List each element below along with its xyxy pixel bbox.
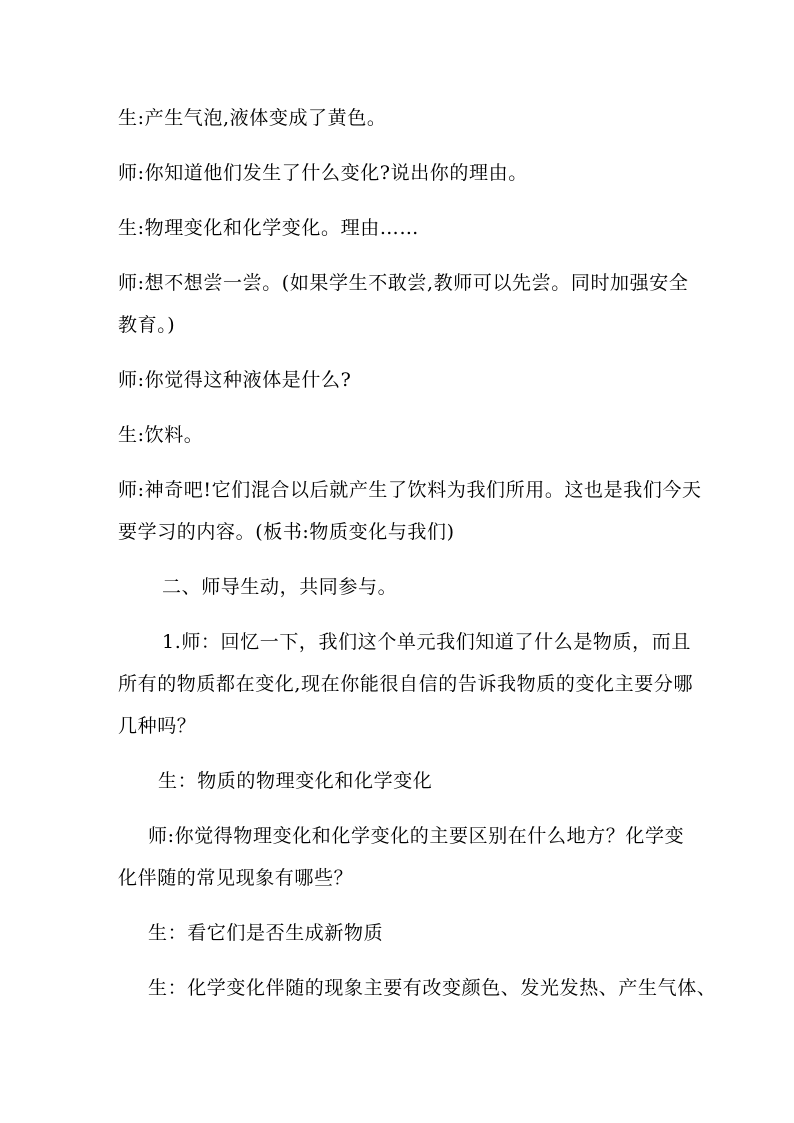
dialogue-line-4: 师:想不想尝一尝。(如果学生不敢尝,教师可以先尝。同时加强安全 (118, 272, 689, 294)
dialogue-line-9: 生：物质的物理变化和化学变化 (158, 770, 433, 792)
dialogue-line-2: 师:你知道他们发生了什么变化?说出你的理由。 (118, 162, 528, 184)
dialogue-line-10-continued: 化伴随的常见现象有哪些？ (118, 867, 354, 889)
dialogue-line-4-continued: 教育。) (118, 314, 176, 336)
dialogue-line-12: 生：化学变化伴随的现象主要有改变颜色、发光发热、产生气体、 (148, 977, 717, 999)
section-heading: 二、师导生动，共同参与。 (162, 576, 398, 598)
dialogue-line-11: 生：看它们是否生成新物质 (148, 922, 384, 944)
dialogue-line-1: 生:产生气泡,液体变成了黄色。 (118, 107, 387, 129)
dialogue-line-8: 1.师：回忆一下，我们这个单元我们知道了什么是物质，而且 (162, 631, 691, 653)
dialogue-line-8-continued: 所有的物质都在变化,现在你能很自信的告诉我物质的变化主要分哪 (118, 673, 694, 695)
dialogue-line-8-continued-2: 几种吗？ (118, 715, 197, 737)
dialogue-line-5: 师:你觉得这种液体是什么? (118, 369, 352, 391)
dialogue-line-7-continued: 要学习的内容。(板书:物质变化与我们) (118, 521, 455, 543)
dialogue-line-3: 生:物理变化和化学变化。理由…… (118, 217, 420, 239)
dialogue-line-7: 师:神奇吧!它们混合以后就产生了饮料为我们所用。这也是我们今天 (118, 479, 702, 501)
dialogue-line-6: 生:饮料。 (118, 424, 204, 446)
dialogue-line-10: 师:你觉得物理变化和化学变化的主要区别在什么地方？化学变 (148, 825, 685, 847)
